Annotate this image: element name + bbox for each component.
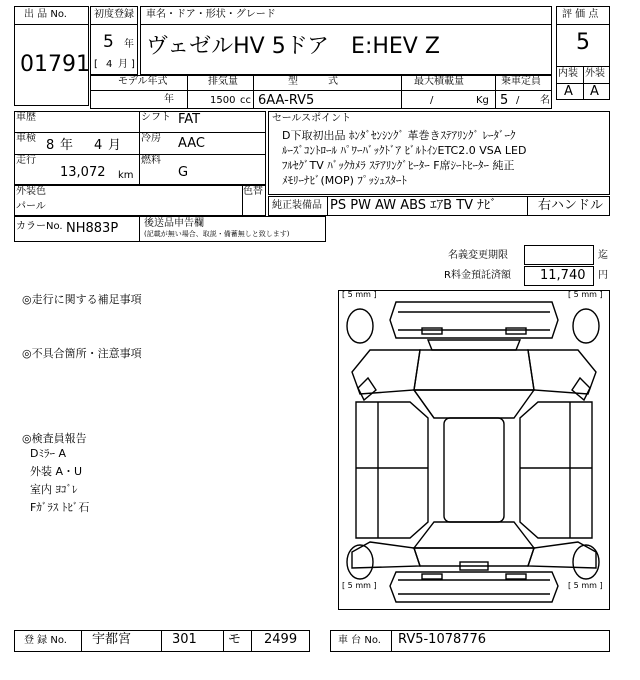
equipment: PS PW AW ABS ｴｱB TV ﾅﾋﾞ	[330, 198, 497, 213]
first-reg-bracket-l: [	[94, 59, 98, 70]
max-load-slash: /	[430, 95, 434, 106]
ac-label: 冷房	[141, 133, 161, 144]
reg-number: 2499	[264, 632, 298, 647]
displacement-unit: cc	[240, 95, 251, 106]
first-reg-month-unit: 月	[118, 59, 128, 70]
sales-line-3: ﾌﾙｾｸﾞTV ﾊﾞｯｸｶﾒﾗ ｽﾃｱﾘﾝｸﾞﾋｰﾀｰ F席ｼｰﾄﾋｰﾀｰ 純正	[282, 159, 515, 172]
handle: 右ハンドル	[538, 198, 604, 213]
recycle: 11,740	[540, 268, 586, 283]
fuel-label: 燃料	[141, 155, 161, 166]
car-outline-diagram	[338, 290, 610, 610]
car-name: ヴェゼルHV 5ドア E:HEV Z	[146, 34, 440, 59]
color-no-label: カラーNo.	[16, 221, 63, 232]
inspector-line-1: Dﾐﾗｰ A	[30, 447, 66, 460]
docs-note: (記載が無い場合、取説・備蓄無しと致します)	[144, 230, 290, 238]
mileage-unit: km	[118, 170, 134, 181]
sales-line-2: ﾙｰｽﾞｺﾝﾄﾛｰﾙ ﾊﾟﾜｰﾊﾞｯｸﾄﾞｱ ﾋﾞﾙﾄｲﾝETC2.0 VSA LED	[282, 144, 527, 157]
sales-label: セールスポイント	[272, 113, 352, 124]
tire-bl-label: [ 5 mm ]	[342, 581, 377, 590]
ext-color: パール	[16, 201, 46, 212]
max-load-unit: Kg	[476, 95, 489, 106]
inspection-year: 8	[46, 138, 55, 153]
capacity-label: 乗車定員	[501, 76, 541, 87]
tire-front-left-icon	[347, 309, 373, 343]
inspection-year-unit: 年	[60, 138, 74, 153]
inspector-line-2: 外装 A・U	[30, 465, 83, 478]
chassis-label: 車 台 No.	[338, 635, 381, 646]
inspector-line-3: 室内 ﾖｺﾞﾚ	[30, 483, 78, 496]
recolor-label: 色替	[243, 186, 263, 197]
inspection-month: 4	[94, 138, 103, 153]
first-reg-label: 初度登録	[94, 9, 134, 20]
tire-rear-right-icon	[573, 545, 599, 579]
score-label: 評 価 点	[562, 9, 599, 20]
color-no: NH883P	[66, 221, 119, 236]
ext-color-label: 外装色	[16, 186, 46, 197]
capacity-slash: /	[516, 95, 520, 106]
tire-tl-label: [ 5 mm ]	[342, 290, 377, 299]
exterior-grade: A	[590, 84, 599, 99]
first-reg-month: 4	[106, 59, 113, 70]
type: 6AA-RV5	[258, 93, 315, 108]
reg-kana: モ	[228, 632, 242, 647]
history-label: 車歴	[16, 112, 36, 123]
shift: FAT	[178, 112, 201, 127]
tire-br-label: [ 5 mm ]	[568, 581, 603, 590]
displacement-label: 排気量	[208, 76, 238, 87]
capacity: 5	[500, 93, 509, 108]
model-year-unit: 年	[164, 94, 174, 105]
mileage: 13,072	[60, 165, 106, 180]
recycle-label: R料金預託済額	[444, 270, 511, 281]
car-name-label: 車名・ドア・形状・グレード	[146, 9, 276, 20]
reg-no-label: 登 録 No.	[24, 635, 67, 646]
interior-label: 内装	[558, 68, 578, 79]
name-change-box	[524, 245, 594, 265]
max-load-label: 最大積載量	[414, 76, 464, 87]
shift-label: シフト	[141, 112, 171, 123]
docs-label: 後送品申告欄	[144, 218, 204, 229]
inspection-label: 車検	[16, 133, 36, 144]
ext-color-box	[14, 185, 266, 216]
tire-tr-label: [ 5 mm ]	[568, 290, 603, 299]
first-reg-year-unit: 年	[124, 39, 134, 50]
exterior-label: 外装	[585, 68, 605, 79]
sales-line-4: ﾒﾓﾘｰﾅﾋﾞ(MOP) ﾌﾟｯｼｭｽﾀｰﾄ	[282, 174, 407, 187]
chassis-no: RV5-1078776	[398, 632, 487, 647]
lot-no: 01791	[20, 52, 90, 77]
inspector-notes-label: ◎検査員報告	[22, 432, 87, 445]
inspector-line-4: Fｶﾞﾗｽ ﾄﾋﾞ石	[30, 501, 90, 514]
equipment-label: 純正装備品	[272, 200, 322, 211]
inspection-month-unit: 月	[108, 138, 122, 153]
score: 5	[576, 30, 590, 55]
capacity-unit: 名	[540, 95, 550, 106]
recycle-unit: 円	[598, 270, 608, 281]
first-reg-year: 5	[103, 32, 114, 52]
displacement: 1500	[210, 95, 236, 106]
lot-no-label: 出 品 No.	[24, 9, 67, 20]
tire-rear-left-icon	[347, 545, 373, 579]
reg-area: 宇都宮	[92, 632, 132, 647]
model-year-label: モデル年式	[118, 76, 168, 87]
name-change-label: 名義変更期限	[448, 250, 508, 261]
sales-line-1: D下取初出品 ﾎﾝﾀﾞｾﾝｼﾝｸﾞ 革巻きｽﾃｱﾘﾝｸﾞ ﾚｰﾀﾞｰｸ	[282, 129, 516, 142]
ac: AAC	[178, 136, 205, 151]
driving-notes-label: ◎走行に関する補足事項	[22, 293, 142, 306]
mileage-label: 走行	[16, 155, 36, 166]
fuel: G	[178, 165, 189, 180]
type-label: 型 式	[288, 76, 338, 87]
defect-notes-label: ◎不具合箇所・注意事項	[22, 347, 142, 360]
tire-front-right-icon	[573, 309, 599, 343]
first-reg-bracket-r: ]	[131, 59, 135, 70]
interior-grade: A	[564, 84, 573, 99]
reg-class: 301	[172, 632, 197, 647]
name-change-unit: 迄	[598, 250, 608, 261]
